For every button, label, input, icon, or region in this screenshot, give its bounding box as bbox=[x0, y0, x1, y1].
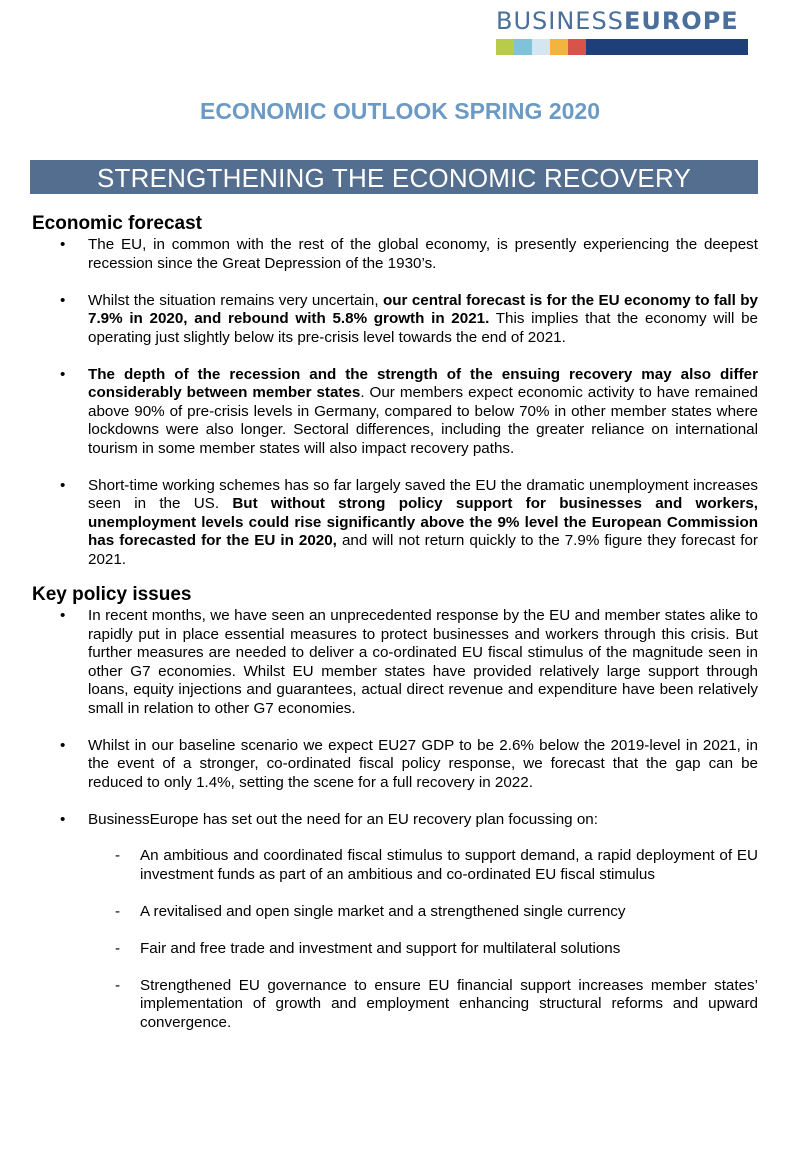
document-title: ECONOMIC OUTLOOK SPRING 2020 bbox=[199, 98, 600, 124]
bullet-text-bold: But without strong policy support for businesses and workers, unemployment levels could rise significantly above the 9% level the European Commission has forecasted for the EU in 2020, bbox=[88, 495, 758, 549]
logo-bar-navy bbox=[586, 39, 748, 55]
bullet-item bbox=[32, 366, 758, 459]
section-heading: Economic forecast bbox=[32, 213, 202, 234]
bullet-text-bold: The depth of the recession and the strength of the ensuing recovery may also differ considerably between member states bbox=[88, 365, 758, 401]
sub-item-text: Fair and free trade and investment and support for multilateral solutions bbox=[140, 939, 621, 957]
bullet-text: Whilst in our baseline scenario we expect EU27 GDP to be 2.6% below the 2019-level in 2021, in the event of a stronger, co-ordinated fiscal policy response, we forecast that the gap can be reduced to only 1.4%, setting the scene for a full recovery in 2022. bbox=[88, 736, 758, 791]
bullet-icon: • bbox=[60, 476, 66, 494]
businesseurope-logo bbox=[496, 8, 748, 55]
logo-color-bar bbox=[496, 39, 748, 55]
bullet-text-bold: our central forecast is for the EU economy to fall by 7.9% in 2020, and rebound with 5.8% growth in 2021. bbox=[88, 291, 759, 327]
bullet-icon: • bbox=[60, 291, 66, 309]
sub-item-text: An ambitious and coordinated fiscal stimulus to support demand, a rapid deployment of EU investment funds as part of an ambitious and co-ordinated EU fiscal stimulus bbox=[140, 847, 758, 883]
sub-item-text: A revitalised and open single market and a strengthened single currency bbox=[140, 902, 626, 920]
bullet-item bbox=[32, 607, 758, 718]
recovery-plan-list bbox=[88, 847, 758, 1032]
logo-square-green bbox=[496, 39, 514, 55]
dash-icon: - bbox=[115, 939, 121, 957]
bullet-text: This implies that the economy will be operating just slightly below its pre-crisis level towards the end of 2021. bbox=[88, 310, 758, 346]
bullet-icon: • bbox=[60, 736, 66, 754]
key-policy-issues-section bbox=[32, 583, 758, 1032]
bullet-text: In recent months, we have seen an unprecedented response by the EU and member states alike to rapidly put in place essential measures to protect businesses and workers through this crisis. But further measures are needed to deliver a co-ordinated EU fiscal stimulus of the magnitude seen in other G7 economies. Whilst EU member states have provided relatively large support through loans, equity injections and guarantees, actual direct revenue and expenditure have been relatively small in relation to other G7 economies. bbox=[88, 607, 758, 717]
bullet-icon: • bbox=[60, 236, 66, 253]
sub-item bbox=[88, 940, 758, 959]
sub-item bbox=[88, 847, 758, 884]
sub-item bbox=[88, 977, 758, 1033]
logo-square-orange bbox=[550, 39, 568, 55]
sub-item bbox=[88, 903, 758, 922]
economic-forecast-section bbox=[32, 212, 758, 569]
bullet-text: and will not return quickly to the 7.9% figure they forecast for 2021. bbox=[88, 532, 758, 568]
bullet-icon: • bbox=[60, 365, 66, 383]
logo-square-lightblue bbox=[532, 39, 550, 55]
bullet-icon: • bbox=[60, 810, 66, 828]
bullet-text: Short-time working schemes has so far largely saved the EU the dramatic unemployment increases seen in the US. bbox=[88, 476, 758, 512]
dash-icon: - bbox=[115, 847, 121, 864]
logo-wordmark bbox=[496, 8, 748, 34]
logo-square-blue bbox=[514, 39, 532, 55]
sub-item-text: Strengthened EU governance to ensure EU financial support increases member states’ implementation of growth and employment enhancing structural reforms and upward convergence. bbox=[140, 976, 758, 1031]
bullet-icon: • bbox=[60, 607, 66, 624]
bullet-item bbox=[32, 737, 758, 793]
bullet-text: The EU, in common with the rest of the global economy, is presently experiencing the deepest recession since the Great Depression of the 1930’s. bbox=[88, 236, 758, 272]
logo-square-red bbox=[568, 39, 586, 55]
bullet-text: . Our members expect economic activity to have remained above 90% of pre-crisis levels in Germany, compared to below 70% in other member states where lockdowns were also longer. Sectoral differences, including the greater reliance on international tourism in some member states will also impact recovery paths. bbox=[88, 384, 759, 457]
section-heading: Key policy issues bbox=[32, 584, 192, 605]
dash-icon: - bbox=[115, 902, 121, 920]
document-body bbox=[32, 212, 758, 1032]
logo-text-light: BUSINESS bbox=[496, 7, 624, 35]
bullet-item bbox=[32, 811, 758, 1033]
dash-icon: - bbox=[115, 976, 121, 994]
logo-text-bold: EUROPE bbox=[623, 7, 739, 35]
bullet-text: Whilst the situation remains very uncertain, bbox=[88, 291, 383, 309]
bullet-text: BusinessEurope has set out the need for an EU recovery plan focussing on: bbox=[88, 810, 598, 828]
bullet-list bbox=[32, 236, 758, 569]
bullet-item bbox=[32, 236, 758, 273]
bullet-item bbox=[32, 292, 758, 348]
bullet-list bbox=[32, 607, 758, 1032]
bullet-item bbox=[32, 477, 758, 570]
section-banner: STRENGTHENING THE ECONOMIC RECOVERY bbox=[30, 160, 758, 194]
